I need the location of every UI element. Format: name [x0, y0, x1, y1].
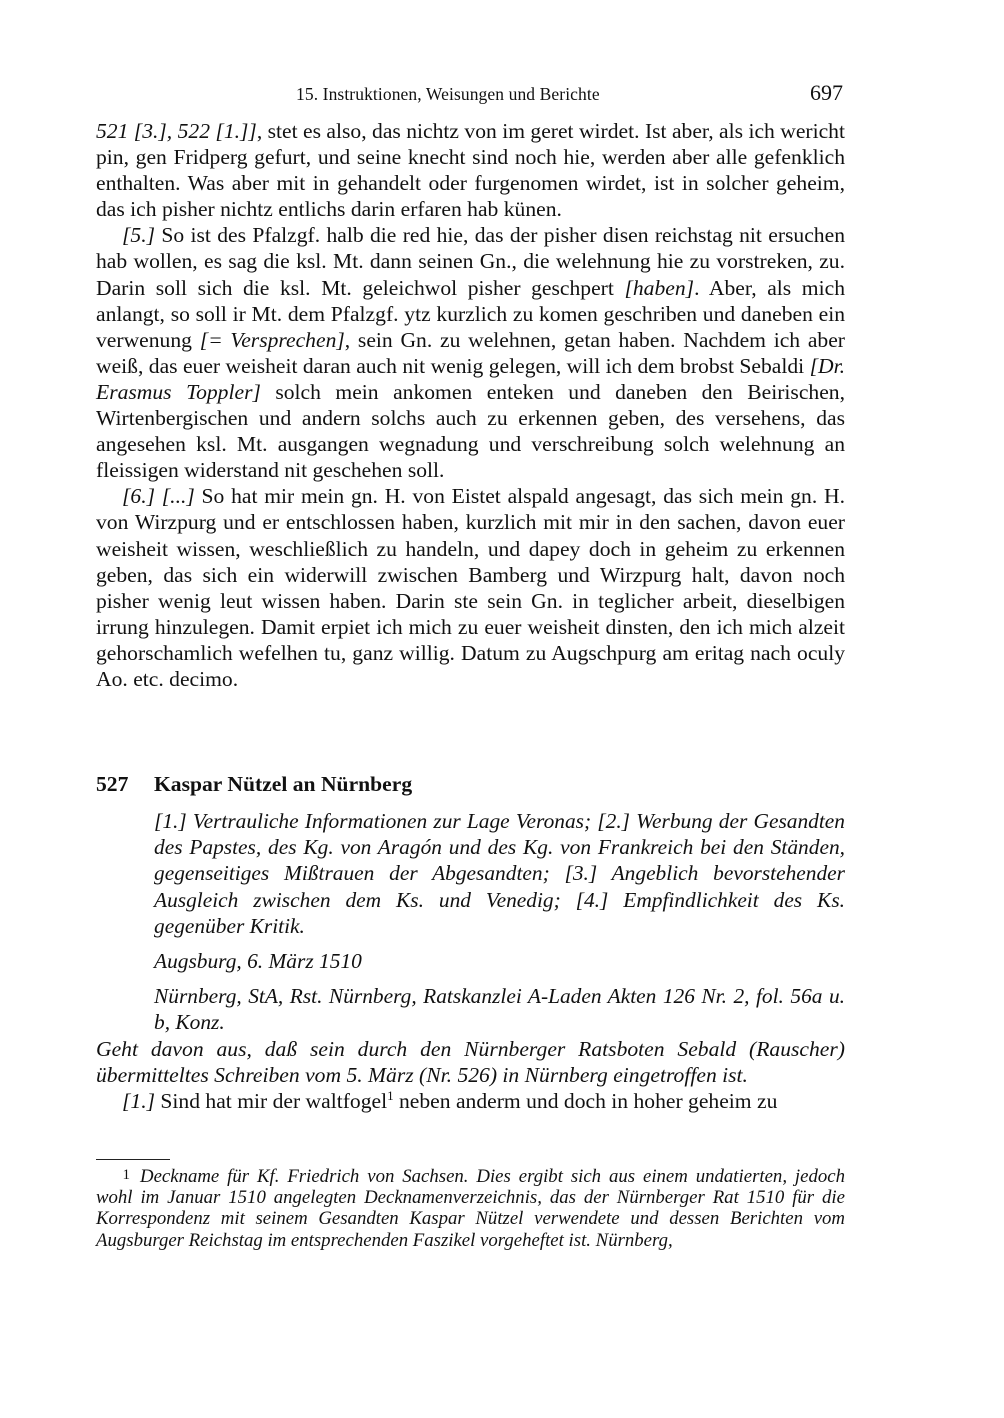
running-head	[96, 82, 845, 106]
paragraph-1: 521 [3.], 522 [1.]], stet es also, das nichtz von im geret wirdet. Ist aber, als ich wericht pin, gen Fridperg gefurt, und seine knecht sind noch hie, werden aber alle gefenklich enthalten. Was aber mit in gehandelt oder furgenomen wirdet, ist in solcher geheim, das ich pisher nichtz entlichs darin erfaren hab künen.	[96, 119, 845, 222]
document-source: Nürnberg, StA, Rst. Nürnberg, Ratskanzlei A-Laden Akten 126 Nr. 2, fol. 56a u. b, Konz.	[154, 984, 845, 1035]
document-paragraph-1: [1.] Sind hat mir der waltfogel$^1$ neben anderm und doch in hoher geheim zu	[122, 1088, 778, 1114]
editorial-insert: [haben]	[624, 275, 695, 300]
paragraph-2: [5.] So ist des Pfalzgf. halb die red hie, das der pisher disen reichstag nit ersuchen hab wollen, es sag die ksl. Mt. dann seinen Gn., die welehnung hie zu vorstreken, zu. Darin soll sich die ksl. Mt. geleichwol pisher geschpert [haben]. Aber, als mich anlangt, so soll ir Mt. dem Pfalzgf. ytz kurzlich zu komen geschriben und daneben ein verwenung [= Versprechen], sein Gn. zu welehnen, getan haben. Nachdem ich aber weiß, das euer weisheit daran auch nit wenig gelegen, will ich dem brobst Sebaldi [Dr. Erasmus Toppler] solch mein ankomen enteken und daneben den Beirischen, Wirtenbergischen und andern solchs auch zu erkennen geben, des versehens, das angesehen ksl. Mt. ausgangen wegnadung und verschreibung solch welehnung an fleissigen widerstand nit geschehen soll.	[96, 223, 845, 483]
paragraph-3: [6.] [...] So hat mir mein gn. H. von Eistet alspald angesagt, das sich mein gn. H. von Wirzpurg und er entschlossen haben, kurzlich mit mir in den sachen, davon euer weisheit wissen, weschließlich zu handeln, und dapey doch in geheim zu erkennen geben, das sich ein widerwill zwischen Bamberg und Wirzpurg halt, davon noch pisher wenig leut wissen haben. Darin ste sein Gn. in teglicher arbeit, dieselbigen irrung hinzulegen. Damit erpiet ich mich zu euer weisheit dinsten, den ich mich alzeit gehorschamlich wefelhen tu, ganz willig. Datum zu Augschpurg am eritag nach oculy Ao. etc. decimo.	[96, 484, 845, 691]
footnote-mark: 1	[122, 1167, 130, 1183]
page-number: 697	[810, 80, 843, 105]
footnote-reference[interactable]: 1	[387, 1088, 394, 1104]
body-text	[96, 118, 845, 692]
editorial-note: Geht davon aus, daß sein durch den Nürnberger Ratsboten Sebald (Rauscher) übermitteltes Schreiben vom 5. März (Nr. 526) in Nürnberg eingetroffen ist.	[96, 1037, 845, 1088]
document-text	[96, 1036, 845, 1114]
editorial-insert: [= Versprechen]	[199, 327, 345, 352]
footnote-divider	[96, 1159, 170, 1160]
document-place-date: Augsburg, 6. März 1510	[154, 949, 362, 974]
document-regest	[154, 808, 845, 1045]
document-title: Kaspar Nützel an Nürnberg	[154, 772, 413, 796]
editorial-insert: [Dr. Erasmus Toppler]	[96, 353, 845, 404]
section-marker: [6.] [...]	[122, 484, 195, 509]
document-summary: [1.] Vertrauliche Informationen zur Lage Veronas; [2.] Werbung der Gesandten des Papstes, des Kg. von Aragón und des Kg. von Frankreich bei den Ständen, gegenseitiges Mißtrauen der Abgesandten; [3.] Angeblich bevorstehender Ausgleich zwischen dem Ks. und Venedig; [4.] Empfindlichkeit des Ks. gegenüber Kritik.	[154, 809, 845, 938]
section-marker: [5.]	[122, 223, 156, 248]
section-marker: [1.]	[122, 1089, 156, 1114]
footnote	[96, 1165, 845, 1251]
footnote-text: Deckname für Kf. Friedrich von Sachsen. Dies ergibt sich aus einem undatierten, jedoch wohl im Januar 1510 angelegten Decknamenverzeichnis, das der Nürnberger Rat 1510 für die Korrespondenz mit seinem Gesandten Kaspar Nützel verwendete und dessen Berichten vom Augsburger Reichstag im entsprechenden Faszikel vorgeheftet ist. Nürnberg,	[96, 1166, 845, 1251]
cross-reference: 521 [3.], 522 [1.]]	[96, 119, 257, 143]
document-number: 527	[96, 772, 129, 796]
running-title: 15. Instruktionen, Weisungen und Berichte	[296, 84, 600, 104]
